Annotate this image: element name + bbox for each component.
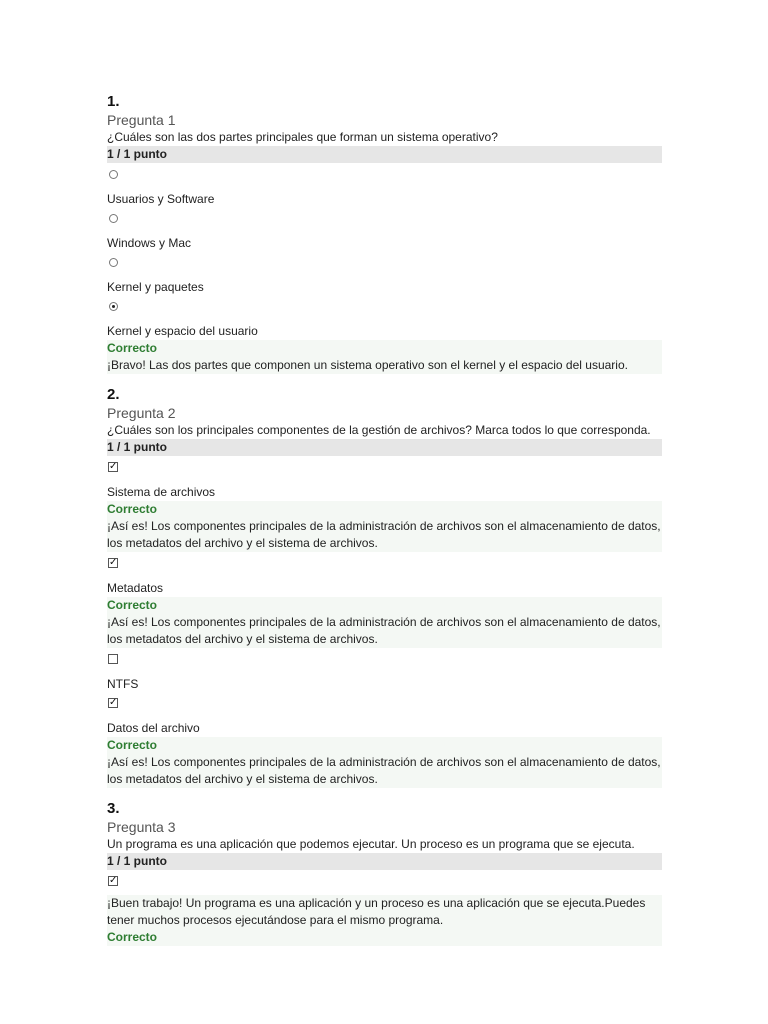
question-number: 3. xyxy=(107,800,120,817)
points-badge: 1 / 1 punto xyxy=(107,146,662,163)
feedback-box xyxy=(107,597,662,648)
option-label: Datos del archivo xyxy=(107,721,200,735)
checkbox-ntfs[interactable] xyxy=(108,654,118,664)
feedback-text: ¡Así es! Los componentes principales de la administración de archivos son el almacenamiento de datos, los metadatos del archivo y el sistema de archivos. xyxy=(107,519,661,550)
feedback-box xyxy=(107,501,662,552)
question-number: 1. xyxy=(107,93,120,110)
feedback-text: ¡Buen trabajo! Un programa es una aplicación y un proceso es una aplicación que se ejecuta.Puedes tener muchos procesos ejecutándose para el mismo programa. xyxy=(107,896,646,927)
feedback-box xyxy=(107,737,662,788)
option-label: Sistema de archivos xyxy=(107,485,216,499)
quiz-content xyxy=(107,93,662,946)
option-label: Kernel y paquetes xyxy=(107,280,204,294)
feedback-title: Correcto xyxy=(107,598,158,612)
option-label: Windows y Mac xyxy=(107,236,192,250)
radio-windows-mac[interactable] xyxy=(109,214,118,223)
feedback-title: Correcto xyxy=(107,930,158,944)
radio-usuarios-software[interactable] xyxy=(109,170,118,179)
question-text: ¿Cuáles son los principales componentes de la gestión de archivos? Marca todos lo que corresponda. xyxy=(107,423,651,437)
points-badge: 1 / 1 punto xyxy=(107,439,662,456)
question-label: Pregunta 3 xyxy=(107,819,176,835)
question-1 xyxy=(107,93,662,374)
option-label: Kernel y espacio del usuario xyxy=(107,324,258,338)
feedback-text: ¡Así es! Los componentes principales de la administración de archivos son el almacenamiento de datos, los metadatos del archivo y el sistema de archivos. xyxy=(107,615,661,646)
feedback-title: Correcto xyxy=(107,738,158,752)
checkbox-sistema-archivos[interactable]: ✓ xyxy=(109,461,118,472)
radio-kernel-paquetes[interactable] xyxy=(109,258,118,267)
feedback-box xyxy=(107,340,662,374)
checkbox-datos-archivo[interactable]: ✓ xyxy=(109,697,118,708)
feedback-title: Correcto xyxy=(107,341,158,355)
option-label: Usuarios y Software xyxy=(107,192,215,206)
points-badge: 1 / 1 punto xyxy=(107,853,662,870)
question-text: ¿Cuáles son las dos partes principales que forman un sistema operativo? xyxy=(107,130,498,144)
question-text: Un programa es una aplicación que podemos ejecutar. Un proceso es un programa que se ejecuta. xyxy=(107,837,635,851)
option-label: Metadatos xyxy=(107,581,164,595)
feedback-box xyxy=(107,895,662,946)
feedback-title: Correcto xyxy=(107,502,158,516)
question-label: Pregunta 2 xyxy=(107,405,176,421)
question-2 xyxy=(107,386,662,788)
option-label: NTFS xyxy=(107,677,139,691)
checkbox-metadatos[interactable]: ✓ xyxy=(109,557,118,568)
question-number: 2. xyxy=(107,386,120,403)
question-label: Pregunta 1 xyxy=(107,112,176,128)
radio-kernel-espacio-usuario[interactable] xyxy=(109,302,118,311)
checkbox-verdadero[interactable]: ✓ xyxy=(109,875,118,886)
question-3 xyxy=(107,800,662,946)
feedback-text: ¡Así es! Los componentes principales de la administración de archivos son el almacenamiento de datos, los metadatos del archivo y el sistema de archivos. xyxy=(107,755,661,786)
feedback-text: ¡Bravo! Las dos partes que componen un sistema operativo son el kernel y el espacio del usuario. xyxy=(107,358,628,372)
